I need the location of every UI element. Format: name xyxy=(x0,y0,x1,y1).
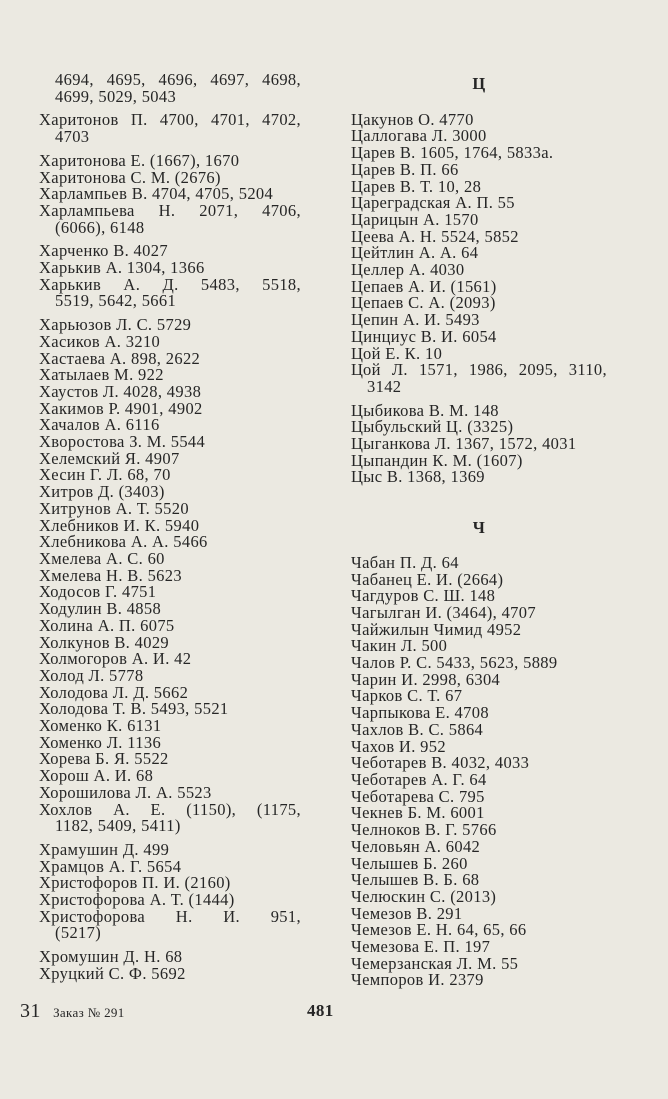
entry-line: Челноков В. Г. 5766 xyxy=(351,820,497,840)
entry-line: Царев В. П. 66 xyxy=(351,159,459,179)
entry-line: Челюскин С. (2013) xyxy=(351,886,497,906)
entry-line: Хакимов Р. 4901, 4902 xyxy=(39,398,203,418)
entry-line: Чайжилын Чимид 4952 xyxy=(351,619,522,639)
entry-line: Харькив А. Д. 5483, 5518, xyxy=(39,274,301,294)
entry-line: Чарков С. Т. 67 xyxy=(351,686,463,706)
index-entry xyxy=(39,72,301,105)
index-entry xyxy=(39,615,301,635)
index-entry xyxy=(39,150,301,170)
entry-line: Хромушин Д. Н. 68 xyxy=(39,947,183,967)
entry-line: Хворостова З. М. 5544 xyxy=(39,432,206,452)
entry-line: Цепаев С. А. (2093) xyxy=(351,293,496,313)
entry-continuation-line: 4699, 5029, 5043 xyxy=(55,86,177,106)
entry-line: Цыганкова Л. 1367, 1572, 4031 xyxy=(351,434,577,454)
entry-line: Цепаев А. И. (1561) xyxy=(351,276,497,296)
entry-line: Чеботарев А. Г. 64 xyxy=(351,769,487,789)
index-entry xyxy=(351,972,607,989)
index-entry xyxy=(351,836,607,856)
entry-line: Цыбикова В. М. 148 xyxy=(351,400,499,420)
index-entry xyxy=(351,469,607,486)
section-letter-heading: Ч xyxy=(472,518,486,538)
entry-line: Челышев В. Б. 68 xyxy=(351,870,480,890)
entry-line: Цаллогава Л. 3000 xyxy=(351,126,487,146)
entry-line: Христофорова А. Т. (1444) xyxy=(39,890,235,910)
entry-line: Хоменко К. 6131 xyxy=(39,716,162,736)
printer-footer xyxy=(20,1000,125,1023)
entry-line: Царев В. 1605, 1764, 5833а. xyxy=(351,143,554,163)
index-entry xyxy=(39,112,301,145)
index-entry xyxy=(39,799,301,836)
entry-line: Хмелева Н. В. 5623 xyxy=(39,565,182,585)
entry-line: Харитонова Е. (1667), 1670 xyxy=(39,150,240,170)
entry-line: Хесин Г. Л. 68, 70 xyxy=(39,465,171,485)
order-number: Заказ № 291 xyxy=(53,1005,125,1020)
entry-line: Чемерзанская Л. М. 55 xyxy=(351,953,519,973)
entry-line: Чарин И. 2998, 6304 xyxy=(351,669,501,689)
entry-line: Хорош А. И. 68 xyxy=(39,766,154,786)
entry-line: Цареградская А. П. 55 xyxy=(351,193,515,213)
entry-line: Чалов Р. С. 5433, 5623, 5889 xyxy=(351,653,558,673)
entry-line: Холодова Т. В. 5493, 5521 xyxy=(39,699,229,719)
index-column-right xyxy=(351,72,607,989)
entry-line: Харитонов П. 4700, 4701, 4702, xyxy=(39,110,301,130)
entry-line: Хитров Д. (3403) xyxy=(39,482,165,502)
entry-line: Чабанец Е. И. (2664) xyxy=(351,569,504,589)
entry-line: Царев В. Т. 10, 28 xyxy=(351,176,482,196)
entry-line: Хачалов А. 6116 xyxy=(39,415,160,435)
entry-line: Харьюзов Л. С. 5729 xyxy=(39,315,192,335)
entry-line: Чекнев Б. М. 6001 xyxy=(351,803,485,823)
entry-line: Хмелева А. С. 60 xyxy=(39,548,165,568)
entry-line: Хоменко Л. 1136 xyxy=(39,732,162,752)
index-entry xyxy=(39,200,301,237)
page-number: 481 xyxy=(307,1001,334,1020)
entry-line: Хохлов А. Е. (1150), (1175, xyxy=(39,799,301,819)
index-entry xyxy=(39,906,301,943)
entry-line: Царицын А. 1570 xyxy=(351,209,479,229)
entry-line: Человьян А. 6042 xyxy=(351,836,481,856)
entry-line: Чемезов Е. Н. 64, 65, 66 xyxy=(351,920,527,940)
entry-line: Хаустов Л. 4028, 4938 xyxy=(39,381,202,401)
entry-line: Чеботарева С. 795 xyxy=(351,786,485,806)
entry-line: 4694, 4695, 4696, 4697, 4698, xyxy=(55,70,301,89)
entry-line: Храмушин Д. 499 xyxy=(39,839,170,859)
entry-line: Храмцов А. Г. 5654 xyxy=(39,856,182,876)
entry-line: Цой Л. 1571, 1986, 2095, 3110, xyxy=(351,360,607,380)
entry-line: Хитрунов А. Т. 5520 xyxy=(39,498,189,518)
entry-continuation-line: 1182, 5409, 5411) xyxy=(55,816,181,836)
entry-line: Чакин Л. 500 xyxy=(351,636,448,656)
index-entry xyxy=(351,362,607,395)
entry-line: Цыбульский Ц. (3325) xyxy=(351,417,514,437)
entry-line: Челышев Б. 260 xyxy=(351,853,468,873)
entry-line: Чеботарев В. 4032, 4033 xyxy=(351,753,530,773)
entry-line: Чабан П. Д. 64 xyxy=(351,552,459,572)
entry-line: Холодова Л. Д. 5662 xyxy=(39,682,189,702)
entry-line: Цыпандин К. М. (1607) xyxy=(351,450,523,470)
entry-continuation-line: 4703 xyxy=(55,127,90,147)
entry-continuation-line: 5519, 5642, 5661 xyxy=(55,291,177,311)
signature-mark: 31 xyxy=(20,1000,41,1022)
entry-line: Чемезов В. 291 xyxy=(351,903,463,923)
entry-line: Чемезова Е. П. 197 xyxy=(351,937,491,957)
entry-line: Холод Л. 5778 xyxy=(39,665,144,685)
entry-line: Христофоров П. И. (2160) xyxy=(39,873,231,893)
entry-line: Хруцкий С. Ф. 5692 xyxy=(39,963,186,983)
entry-line: Хасиков А. 3210 xyxy=(39,331,161,351)
entry-line: Цейтлин А. А. 64 xyxy=(351,243,479,263)
index-column-left xyxy=(39,72,301,983)
entry-line: Цинциус В. И. 6054 xyxy=(351,326,497,346)
index-entry xyxy=(351,159,607,179)
entry-line: Цепин А. И. 5493 xyxy=(351,310,480,330)
section-letter-heading: Ц xyxy=(472,74,486,93)
entry-line: Хлебников И. К. 5940 xyxy=(39,515,200,535)
entry-line: Холкунов В. 4029 xyxy=(39,632,170,652)
entry-line: Цой Е. К. 10 xyxy=(351,343,443,363)
entry-line: Христофорова Н. И. 951, xyxy=(39,906,301,926)
entry-line: Хастаева А. 898, 2622 xyxy=(39,348,201,368)
entry-line: Ходосов Г. 4751 xyxy=(39,582,157,602)
entry-line: Хорошилова Л. А. 5523 xyxy=(39,782,212,802)
entry-line: Харитонова С. М. (2676) xyxy=(39,167,221,187)
entry-line: Цеева А. Н. 5524, 5852 xyxy=(351,226,519,246)
entry-line: Цыс В. 1368, 1369 xyxy=(351,467,485,487)
entry-line: Чахлов В. С. 5864 xyxy=(351,719,484,739)
entry-continuation-line: 3142 xyxy=(367,376,402,396)
entry-line: Хатылаев М. 922 xyxy=(39,365,164,385)
entry-line: Харлампьева Н. 2071, 4706, xyxy=(39,200,301,220)
entry-line: Ходулин В. 4858 xyxy=(39,599,162,619)
entry-line: Холина А. П. 6075 xyxy=(39,615,175,635)
index-entry xyxy=(39,274,301,311)
entry-line: Холмогоров А. И. 42 xyxy=(39,649,192,669)
entry-line: Чахов И. 952 xyxy=(351,736,446,756)
entry-line: Харченко В. 4027 xyxy=(39,241,168,261)
entry-continuation-line: (5217) xyxy=(55,923,102,943)
entry-line: Чарпыкова Е. 4708 xyxy=(351,703,489,723)
entry-line: Целлер А. 4030 xyxy=(351,260,465,280)
entry-line: Харькив А. 1304, 1366 xyxy=(39,258,205,278)
entry-line: Харлампьев В. 4704, 4705, 5204 xyxy=(39,184,274,204)
index-entry xyxy=(39,963,301,983)
entry-line: Чагдуров С. Ш. 148 xyxy=(351,586,496,606)
entry-line: Хлебникова А. А. 5466 xyxy=(39,532,208,552)
entry-line: Хелемский Я. 4907 xyxy=(39,448,180,468)
entry-line: Хорева Б. Я. 5522 xyxy=(39,749,169,769)
entry-line: Чагылган И. (3464), 4707 xyxy=(351,602,536,622)
entry-continuation-line: (6066), 6148 xyxy=(55,217,145,237)
entry-line: Цакунов О. 4770 xyxy=(351,109,474,129)
entry-line: Чемпоров И. 2379 xyxy=(351,970,484,990)
